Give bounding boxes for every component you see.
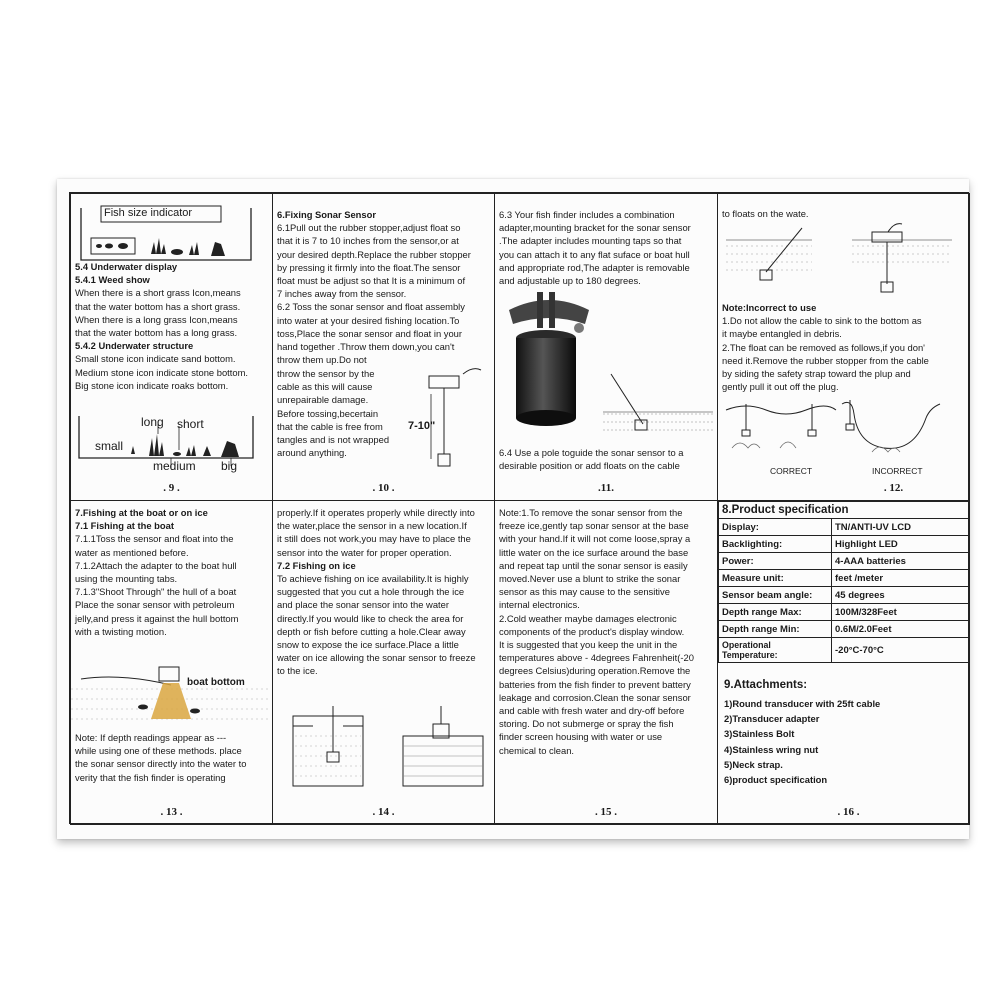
table-row: Power: 4-AAA batteries [719,553,969,570]
panel-page-13 [70,500,273,825]
panel-page-10 [272,193,495,501]
text-line: with a twisting motion. [75,625,167,637]
page-number: . 13 . [160,806,183,818]
panel-page-12 [717,193,970,501]
text-line: 6.4 Use a pole toguide the sonar sensor to a [499,447,684,458]
float-depth-diagram [423,354,493,474]
text-line: your desired depth.Replace the rubber stopper [277,248,471,260]
text-line: to floats on the wate. [722,208,809,219]
page-number: . 14 . [372,806,395,818]
page-number: . 16 . [837,806,860,818]
text-line: by siding the safety strap toward the plup and [722,368,911,380]
text-line: gently pull it out off the plug. [722,381,839,393]
panel-page-9 [70,193,273,501]
panel-page-14 [272,500,495,825]
text-line: it maybe entangled in debris. [722,328,842,340]
page-number: . 10 . [372,482,395,494]
text-line: and cable with fresh water and dry-off before [499,705,685,717]
text-line: 2.Cold weather maybe damages electronic [499,612,677,624]
text-line: .The adapter includes mounting taps so that [499,235,682,247]
fishing-ice-subheading: 7.2 Fishing on ice [277,559,356,571]
text-line: while using one of these methods. place [75,745,242,757]
fish-size-indicator-label: Fish size indicator [104,207,193,219]
product-spec-title: 8.Product specification [719,502,969,519]
text-line: desirable position or add floats on the cable [499,460,680,472]
text-line: and appropriate rod,The adapter is removable [499,261,690,273]
text-line: cable as this will cause [277,381,373,393]
text-line: that it is 7 to 10 inches from the sensor,or at [277,235,459,247]
list-item: 3)Stainless Bolt [724,728,795,740]
panel-page-15 [494,500,718,825]
text-line: adapter,mounting bracket for the sonar sensor [499,222,691,234]
ice-fishing-diagram [273,706,493,796]
list-item: 4)Stainless wring nut [724,743,819,755]
boat-bottom-label: boat bottom [187,677,245,688]
text-line: degrees Celsius)during operation.Remove the [499,665,691,677]
text-line: the water,place the sensor in a new location.If [277,520,467,532]
text-line: sensor into the water for proper operation. [277,546,452,558]
text-line: 1.Do not allow the cable to sink to the bottom as [722,315,922,327]
weed-show-heading: 5.4.1 Weed show [75,274,150,286]
text-line: batteries from the fish finder to prevent battery [499,678,691,690]
text-line: directly.If you would like to check the area for [277,612,464,624]
text-line: 7 inches away from the sensor. [277,288,407,300]
list-item: 6)product specification [724,774,828,786]
text-line: around anything. [277,447,347,459]
label-correct: CORRECT [770,466,813,476]
text-line: suggested that you cut a hole through the ice [277,586,465,598]
text-line: verity that the fish finder is operating [75,771,226,783]
text-line: Small stone icon indicate sand bottom. [75,353,236,365]
label-small: small [95,439,124,453]
text-line: and adjustable up to 180 degrees. [499,275,641,287]
table-row: Depth range Min: 0.6M/2.0Feet [719,621,969,638]
float-usage-diagram [722,222,962,302]
list-item: 5)Neck strap. [724,758,783,770]
text-line: properly.If it operates properly while directly into [277,507,475,518]
correct-incorrect-diagram [722,394,962,464]
text-line: When there is a long grass Icon,means [75,313,238,325]
boat-bottom-diagram [71,659,271,729]
text-line: depth or fish before cutting a hole.Clear away [277,625,466,637]
text-line: 7.1.3"Shoot Through" the hull of a boat [75,586,237,598]
text-line: unrepairable damage. [277,394,369,406]
text-line: storing. Do not submerge or spray the fish [499,718,674,730]
text-line: Place the sonar sensor with petroleum [75,599,235,611]
text-line: you can attach it to any flat suface or boat hull [499,248,690,260]
manual-page-grid [69,192,969,824]
text-line: It is suggested that you keep the unit in the [499,639,678,651]
text-line: hand together .Throw them down,you can't [277,341,455,353]
text-line: little water on the ice surface around the base [499,546,689,558]
text-line: float must be adjust so that It is a minimum of [277,275,466,287]
text-line: chemical to clean. [499,744,575,756]
text-line: that the water bottom has a long grass. [75,327,238,339]
text-line: to the ice. [277,665,318,677]
text-line: it still does not work,you may have to place the [277,533,471,545]
text-line: 6.3 Your fish finder includes a combination [499,209,675,220]
text-line: 6.2 Toss the sonar sensor and float assembly [277,301,465,313]
underwater-display-heading: 5.4 Underwater display [75,261,178,272]
fishing-boat-subheading: 7.1 Fishing at the boat [75,520,174,532]
text-line: and repeat tap until the sonar sensor is easily [499,559,688,571]
text-line: 7.1.2Attach the adapter to the boat hull [75,559,237,571]
depth-label: 7-10" [408,420,436,432]
text-line: finder screen housing with water or use [499,731,663,743]
text-line: Note:1.To remove the sonar sensor from the [499,507,683,518]
text-line: components of the product's display window. [499,625,685,637]
text-line: toss,Place the sonar sensor and float in your [277,327,463,339]
text-line: into water at your desired fishing location.To [277,314,460,326]
table-row: Display: TN/ANTI-UV LCD [719,519,969,536]
text-line: leakage and corrosion.Clean the sonar sensor [499,691,691,703]
page-number: . 12. [883,482,904,494]
label-long: long [141,415,164,429]
text-line: To achieve fishing on ice availability.It is highly [277,573,469,585]
list-item: 2)Transducer adapter [724,713,820,725]
text-line: the sonar sensor directly into the water to [75,758,247,770]
table-row: Depth range Max: 100M/328Feet [719,604,969,621]
text-line: 6.1Pull out the rubber stopper,adjust float so [277,222,461,234]
product-spec-table [718,501,969,663]
page-number: .11. [598,482,614,494]
text-line: moved.Never use a blunt to strike the sonar [499,573,681,585]
text-line: 7.1.1Toss the sensor and float into the [75,533,234,545]
text-line: throw them up.Do not [277,354,367,366]
text-line: and place the sonar sensor into the water [277,599,449,611]
fishing-boat-ice-heading: 7.Fishing at the boat or on ice [75,507,208,518]
incorrect-use-heading: Note:Incorrect to use [722,302,817,313]
text-line: by pressing it firmly into the float.The sensor [277,261,461,273]
text-line: throw the sensor by the [277,368,375,379]
text-line: that the cable is free from [277,420,383,432]
label-short: short [177,417,204,431]
table-row: Sensor beam angle: 45 degrees [719,587,969,604]
text-line: Medium stone icon indicate stone bottom. [75,366,249,378]
text-line: need it.Remove the rubber stopper from the cable [722,354,929,366]
text-line: sensor as this may cause to the sensitive [499,586,670,598]
table-row: Operational Temperature: -20°C-70°C [719,638,969,663]
text-line: using the mounting tabs. [75,573,178,585]
label-incorrect: INCORRECT [872,466,923,476]
text-line: water on ice allowing the sonar sensor to freeze [277,652,476,664]
attachments-title: 9.Attachments: [724,679,808,691]
text-line: Big stone icon indicate roaks bottom. [75,379,229,391]
underwater-structure-heading: 5.4.2 Underwater structure [75,340,194,352]
text-line: with your hand.If it will not come loose,spray a [499,533,691,545]
text-line: temperatures above - 4degrees Fahrenheit(-20 [499,652,694,664]
table-row: Backlighting: Highlight LED [719,536,969,553]
text-line: Before tossing,becertain [277,407,379,419]
label-big: big [221,459,238,473]
panel-page-16 [717,500,970,825]
fixing-sonar-heading: 6.Fixing Sonar Sensor [277,209,376,220]
pole-guide-diagram [603,364,713,444]
text-line: jelly,and press it against the hull bottom [75,612,239,624]
sonar-sensor-photo [497,290,597,440]
panel-page-11 [494,193,718,501]
text-line: 2.The float can be removed as follows,if you don' [722,341,925,353]
list-item: 1)Round transducer with 25ft cable [724,698,881,709]
page-number: . 9 . [163,482,180,494]
table-row: Measure unit: feet /meter [719,570,969,587]
text-line: snow to expose the ice surface.Place a little [277,639,459,651]
text-line: When there is a short grass Icon,means [75,287,241,299]
text-line: water as mentioned before. [75,546,189,558]
page-number: . 15 . [595,806,617,818]
text-line: internal electronics. [499,599,580,611]
text-line: that the water bottom has a short grass. [75,300,241,312]
label-medium: medium [153,459,196,473]
text-line: freeze ice,gently tap sonar sensor at the base [499,520,689,532]
text-line: tangles and is not wrapped [277,434,390,446]
text-line: Note: If depth readings appear as --- [75,732,227,743]
